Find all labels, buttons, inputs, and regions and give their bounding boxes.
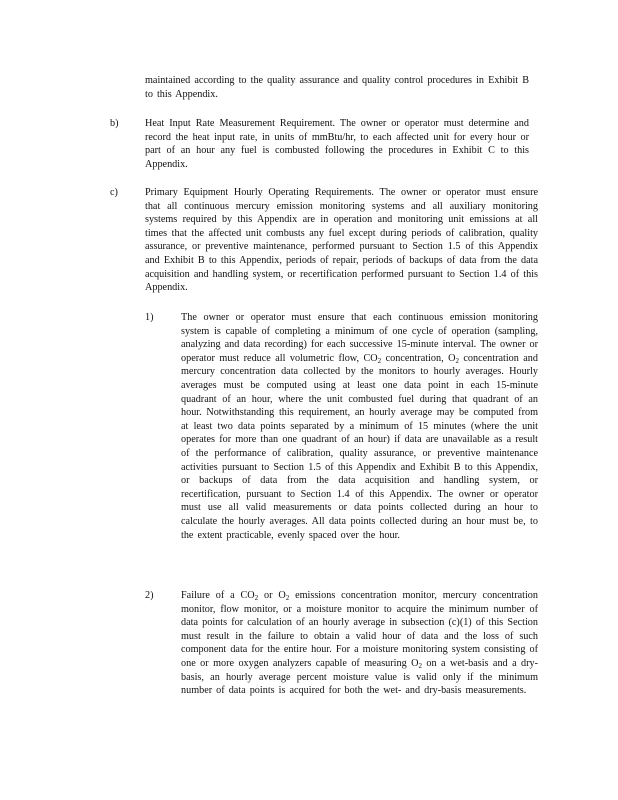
- subitem-1-marker: 1): [145, 312, 154, 323]
- subitem-2-subscript-b: 2: [285, 594, 290, 602]
- continuation-text: maintained according to the quality assurance and quality control procedures in Exhibit B to this Appendix.: [145, 75, 529, 100]
- subitem-1-text-a: The owner or operator must ensure that each continuous emission monitoring system is capable of completing a minimum of one cycle of operation (sampling, analyzing and data recording) for each successive 15-minute interval. The owner or operator must reduce all volumetric flow, CO: [181, 312, 538, 364]
- subitem-2-marker: 2): [145, 590, 154, 601]
- subitem-2-text-a: Failure of a CO: [181, 590, 255, 601]
- item-c-text: The owner or operator must ensure that all continuous mercury emission monitoring systems and all auxiliary monitoring systems required by this Appendix are in operation and monitoring unit emissions at all times that the affected unit combusts any fuel except during periods of calibration, quality assurance, or preventive maintenance, performed pursuant to Section 1.5 of this Appendix and Exhibit B to this Appendix, periods of repair, periods of backups of data from the data acquisition and handling system, or recertification performed pursuant to Section 1.4 of this Appendix.: [145, 187, 538, 294]
- item-b-heading: Heat Input Rate Measurement Requirement.: [145, 118, 336, 129]
- item-c-marker: c): [110, 187, 118, 198]
- continuation-paragraph: [145, 74, 529, 101]
- item-b-text: The owner or operator must determine and record the heat input rate, in units of mmBtu/hr, to each affected unit for every hour or part of an hour any fuel is combusted following the procedures in Exhibit C to this Appendix.: [145, 118, 529, 170]
- item-b-paragraph: [145, 117, 529, 171]
- subitem-2-text-b: or O: [258, 590, 286, 601]
- subitem-1-subscript-a: 2: [377, 356, 382, 365]
- subitem-1-subscript-b: 2: [455, 356, 459, 365]
- item-b-marker: b): [110, 118, 119, 129]
- subitem-2-text-d: on a wet-basis and a dry-basis, an hourly average percent moisture value is valid only if the minimum number of data points is acquired for both the wet- and dry-basis measurements.: [181, 657, 539, 697]
- item-c-heading: Primary Equipment Hourly Operating Requirements.: [145, 187, 374, 198]
- subitem-2-text-c: emissions concentration monitor, mercury concentration monitor, flow monitor, or a moisture monitor to acquire the minimum number of data points for calculation of an hourly average in subsection (c)(1) of this Section must result in the failure to obtain a valid hour of data and the loss of such component data for the entire hour. For a moisture monitoring system consisting of one or more oxygen analyzers capable of measuring O: [181, 590, 538, 669]
- item-c-paragraph: [145, 186, 538, 295]
- subitem-2-subscript-a: 2: [254, 594, 259, 602]
- subitem-2-paragraph: [181, 589, 538, 698]
- subitem-1-text-c: concentration and mercury concentration data collected by the monitors to hourly averages. Hourly averages must be computed using at least one data point in each 15-minute quadrant of an hour, where the unit combusted fuel during that quadrant of an hour. Notwithstanding this requirement, an hourly average may be computed from at least two data points separated by a minimum of 15 minutes (where the unit operates for more than one quadrant of an hour) if data are unavailable as a result of the performance of calibration, quality assurance, or preventive maintenance activities pursuant to Section 1.5 of this Appendix and Exhibit B to this Appendix, or backups of data from the data acquisition and handling system, or recertification, pursuant to Section 1.4 of this Appendix. The owner or operator must use all valid measurements or data points collected during an hour to calculate the hourly averages. All data points collected during an hour must be, to the extent practicable, evenly spaced over the hour.: [181, 352, 538, 541]
- subitem-1-paragraph: [181, 311, 538, 542]
- subitem-2-subscript-c: 2: [418, 661, 422, 670]
- subitem-1-text-b: concentration, O: [381, 352, 456, 364]
